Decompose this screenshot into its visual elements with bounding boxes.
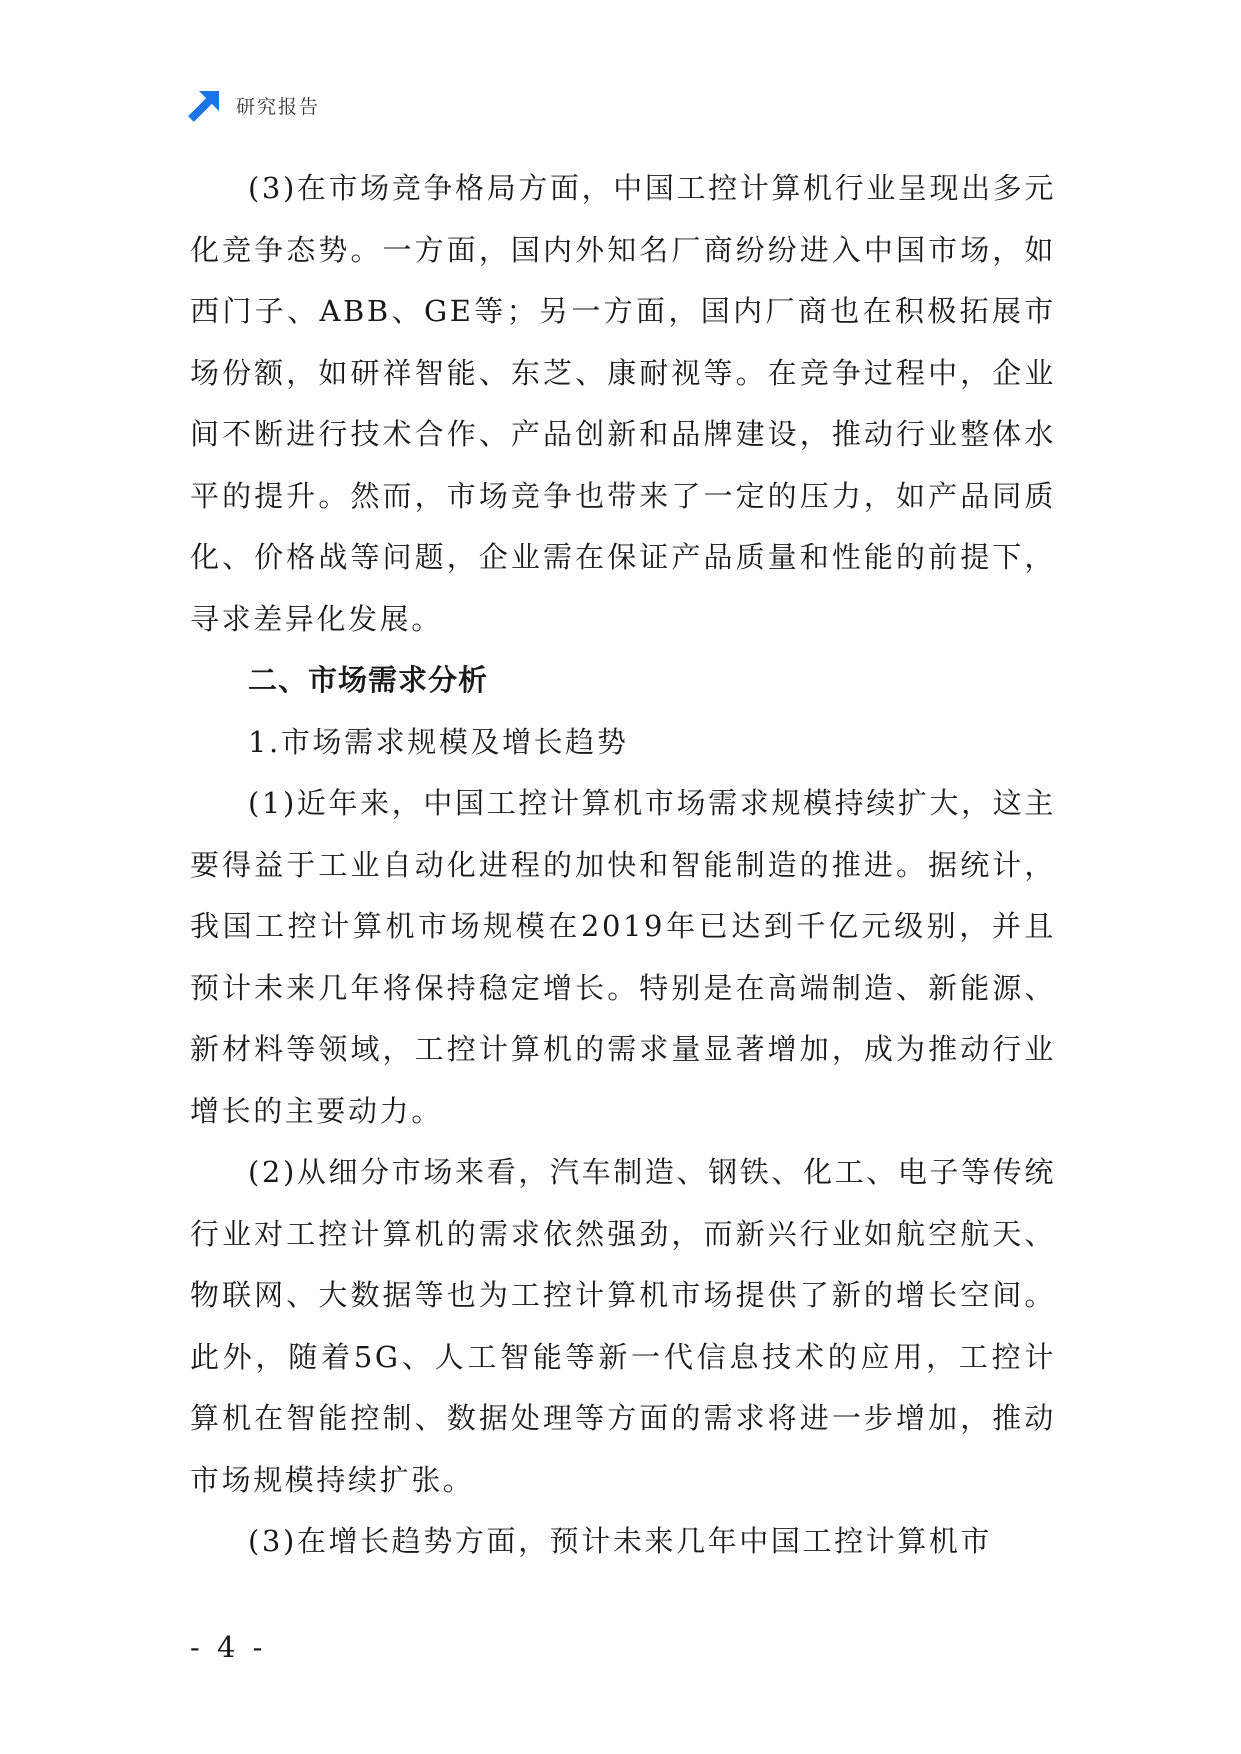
section-heading: 二、市场需求分析 xyxy=(248,663,489,697)
report-title: 研究报告 xyxy=(236,95,321,118)
document-body xyxy=(190,158,1056,1573)
paragraph-segments: (2)从细分市场来看，汽车制造、钢铁、化工、电子等传统行业对工控计算机的需求依然强劲，而新兴行业如航空航天、物联网、大数据等也为工控计算机市场提供了新的增长空间。此外，随着5G、人工智能等新一代信息技术的应用，工控计算机在智能控制、数据处理等方面的需求将进一步增加，推动市场规模持续扩张。 xyxy=(190,1155,1056,1497)
paragraph-growth-trend: (3)在增长趋势方面，预计未来几年中国工控计算机市 xyxy=(248,1524,993,1558)
paragraph-competition: (3)在市场竞争格局方面，中国工控计算机行业呈现出多元化竞争态势。一方面，国内外知名厂商纷纷进入中国市场，如西门子、ABB、GE等；另一方面，国内厂商也在积极拓展市场份额，如研祥智能、东芝、康耐视等。在竞争过程中，企业间不断进行技术合作、产品创新和品牌建设，推动行业整体水平的提升。然而，市场竞争也带来了一定的压力，如产品同质化、价格战等问题，企业需在保证产品质量和性能的前提下，寻求差异化发展。 xyxy=(190,171,1056,636)
page-header xyxy=(188,86,320,124)
page-number: - 4 - xyxy=(190,1630,267,1664)
arrow-up-right-icon xyxy=(188,88,222,122)
subsection-heading: 1.市场需求规模及增长趋势 xyxy=(248,724,629,759)
paragraph-demand-scale: (1)近年来，中国工控计算机市场需求规模持续扩大，这主要得益于工业自动化进程的加快和智能制造的推进。据统计，我国工控计算机市场规模在2019年已达到千亿元级别，并且预计未来几年将保持稳定增长。特别是在高端制造、新能源、新材料等领域，工控计算机的需求量显著增加，成为推动行业增长的主要动力。 xyxy=(190,786,1056,1128)
